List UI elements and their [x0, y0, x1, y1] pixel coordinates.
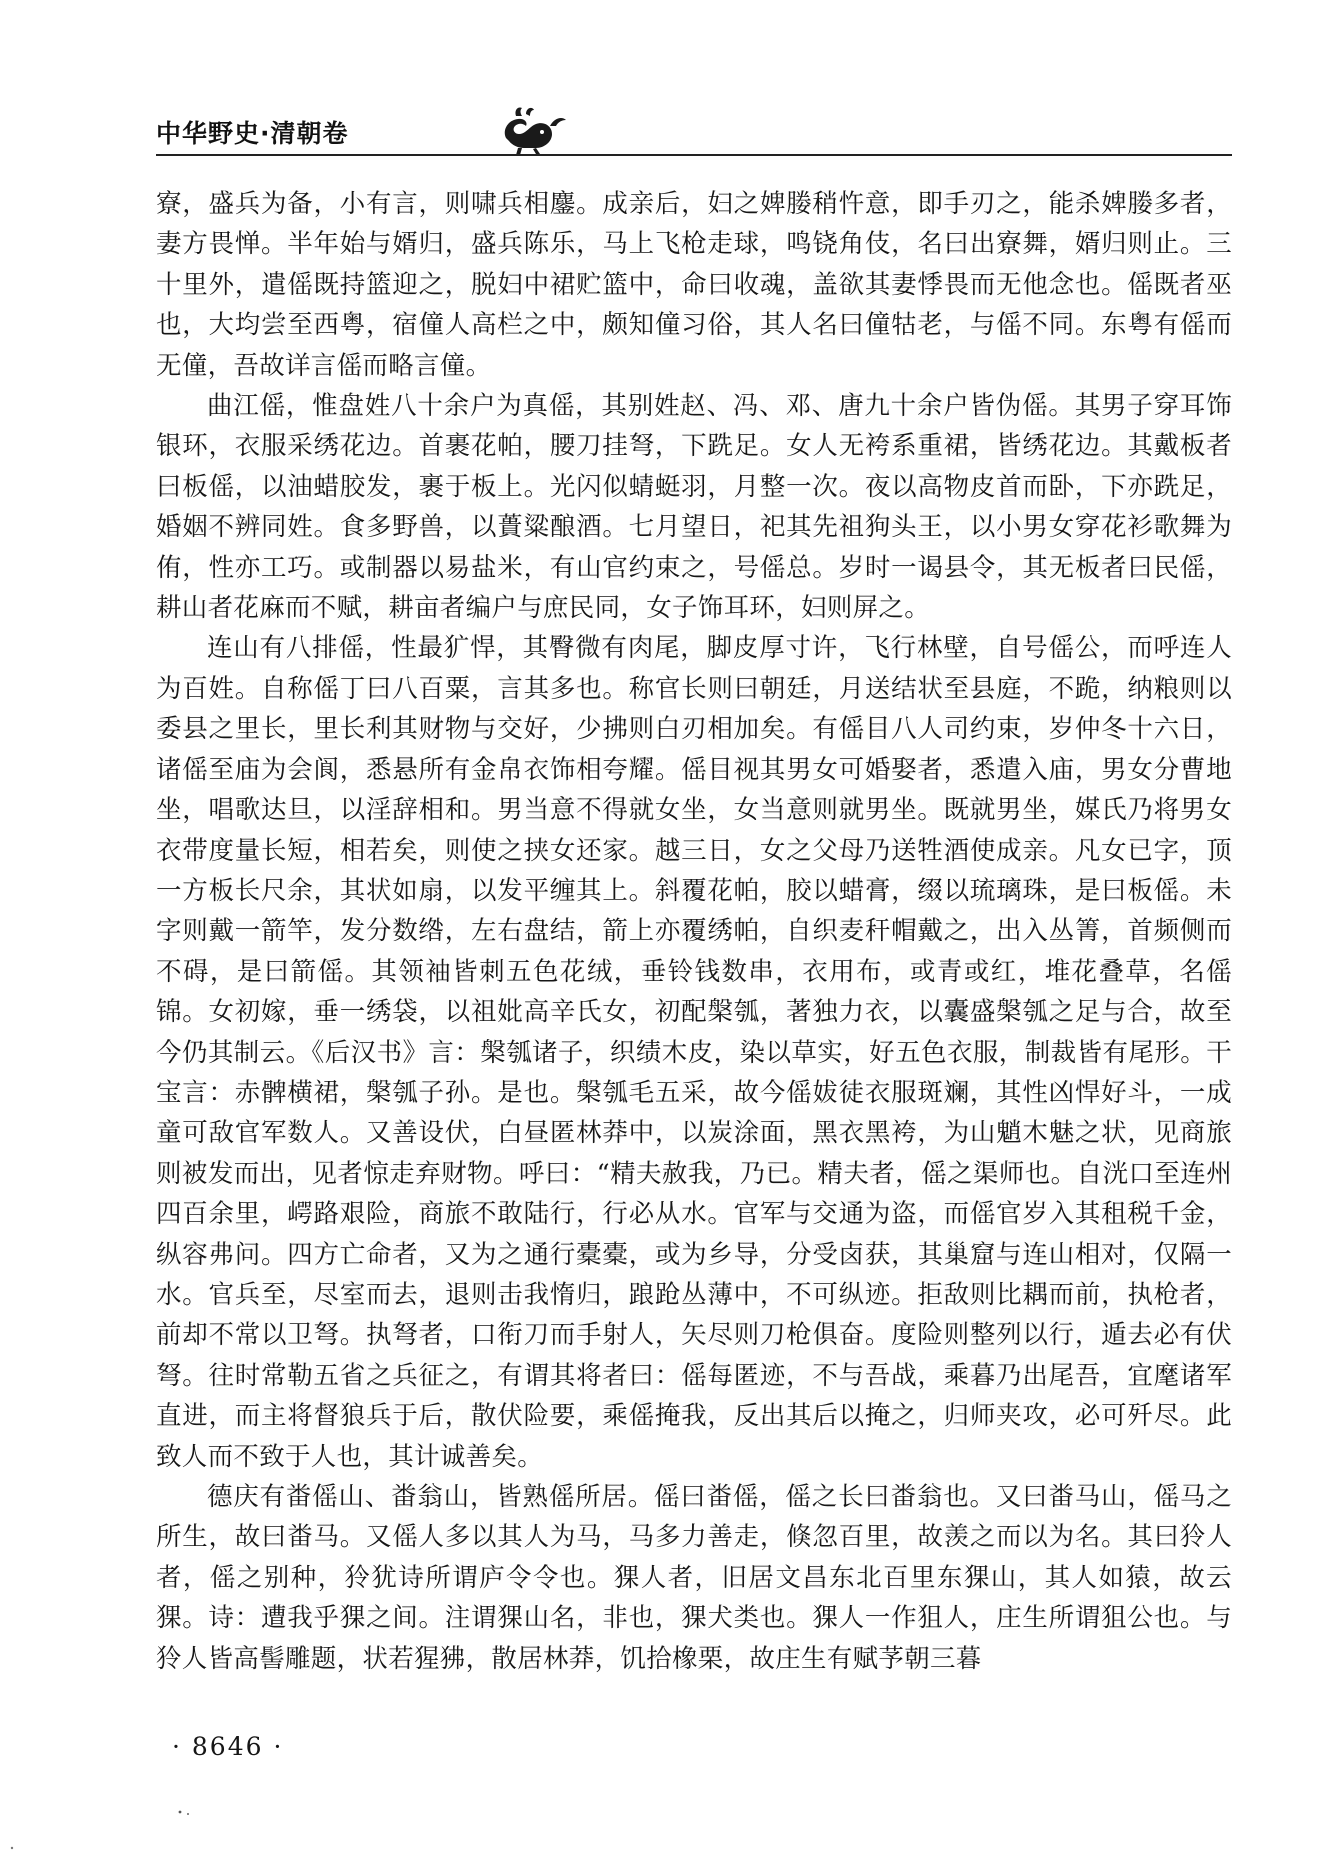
body-text [156, 184, 1232, 1679]
page-number: · 8646 · [172, 1732, 284, 1761]
paragraph-lianshan-yao: 连山有八排傜，性最犷悍，其臀微有肉尾，脚皮厚寸许，飞行林壁，自号傜公，而呼连人为百姓。自称傜丁曰八百粟，言其多也。称官长则曰朝廷，月送结状至县庭，不跪，纳粮则以委县之里长，里长利其财物与交好，少拂则白刃相加矣。有傜目八人司约束，岁仲冬十六日，诸傜至庙为会阆，悉悬所有金帛衣饰相夸耀。傜目视其男女可婚娶者，悉遣入庙，男女分曹地坐，唱歌达旦，以淫辞相和。男当意不得就女坐，女当意则就男坐。既就男坐，媒氏乃将男女衣带度量长短，相若矣，则使之挟女还家。越三日，女之父母乃送牲酒使成亲。凡女已字，顶一方板长尺余，其状如扇，以发平缠其上。斜覆花帕，胶以蜡膏，缀以琉璃珠，是曰板傜。未字则戴一箭竿，发分数绺，左右盘结，箭上亦覆绣帕，自织麦秆帽戴之，出入丛箐，首频侧而不碍，是曰箭傜。其领袖皆刺五色花绒，垂铃钱数串，衣用布，或青或红，堆花叠草，名傜锦。女初嫁，垂一绣袋，以祖妣高辛氏女，初配槃瓠，著独力衣，以囊盛槃瓠之足与合，故至今仍其制云。《后汉书》言：槃瓠诸子，织绩木皮，染以草实，好五色衣服，制裁皆有尾形。干宝言：赤髀横裙，槃瓠子孙。是也。槃瓠毛五采，故今傜妭徒衣服斑斓，其性凶悍好斗，一成童可敌官军数人。又善设伏，白昼匿林莽中，以炭涂面，黑衣黑袴，为山魈木魅之状，见商旅则被发而出，见者惊走弃财物。呼曰：“精夫赦我，乃已。精夫者，傜之渠师也。自洸口至连州四百余里，崿路艰险，商旅不敢陆行，行必从水。官军与交通为盗，而傜官岁入其租税千金，纵容弗问。四方亡命者，又为之通行橐橐，或为乡导，分受卤获，其巢窟与连山相对，仅隔一水。官兵至，尽室而去，退则击我惰归，踉跄丛薄中，不可纵迹。拒敌则比耦而前，执枪者，前却不常以卫弩。执弩者，口衔刀而手射人，矢尽则刀枪俱奋。度险则整列以行，遁去必有伏弩。往时常勒五省之兵征之，有谓其将者曰：傜每匿迹，不与吾战，乘暮乃出尾吾，宜麾诸军直进，而主将督狼兵于后，散伏险要，乘傜掩我，反出其后以掩之，归师夹攻，必可歼尽。此致人而不致于人也，其计诚善矣。 [156, 633, 1232, 1472]
running-header-title: 中华野史·清朝卷 [156, 119, 349, 148]
paragraph-continued: 寮，盛兵为备，小有言，则啸兵相鏖。成亲后，妇之婢媵稍忤意，即手刃之，能杀婢媵多者，妻方畏惮。半年始与婿归，盛兵陈乐，马上飞枪走球，鸣铙角伎，名曰出寮舞，婿归则止。三十里外，遣傜既持篮迎之，脱妇中裙贮篮中，命曰收魂，盖欲其妻悸畏而无他念也。傜既者巫也，大均尝至西粤，宿僮人高栏之中，颇知僮习俗，其人名曰僮牯老，与傜不同。东粤有傜而无僮，吾故详言傜而略言僮。 [156, 189, 1232, 381]
header-rule [156, 154, 1232, 156]
dragon-emblem-icon [496, 104, 572, 156]
running-header [156, 104, 1232, 160]
paragraph-qujiang-yao: 曲江傜，惟盘姓八十余户为真傜，其别姓赵、冯、邓、唐九十余户皆伪傜。其男子穿耳饰银环，衣服采绣花边。首裹花帕，腰刀挂弩，下跣足。女人无袴系重裙，皆绣花边。其戴板者曰板傜，以油蜡胶发，裹于板上。光闪似蜻蜓羽，月整一次。夜以高物皮首而卧，下亦跣足，婚姻不辨同姓。食多野兽，以蕢粱酿酒。七月望日，祀其先祖狗头王，以小男女穿花衫歌舞为侑，性亦工巧。或制器以易盐米，有山官约束之，号傜总。岁时一谒县令，其无板者曰民傜，耕山者花麻而不赋，耕亩者编户与庶民同，女子饰耳环，妇则屏之。 [156, 391, 1232, 624]
paragraph-deqing-yao: 德庆有畨傜山、畨翁山，皆熟傜所居。傜曰畨傜，傜之长曰畨翁也。又曰畨马山，傜马之所生，故曰畨马。又傜人多以其人为马，马多力善走，倏忽百里，故羡之而以为名。其曰狑人者，傜之别种，狑犹诗所谓庐令令也。猓人者，旧居文昌东北百里东猓山，其人如猿，故云猓。诗：遭我乎猓之间。注谓猓山名，非也，猓犬类也。猓人一作狙人，庄生所谓狙公也。与狑人皆高髻雕题，状若猩狒，散居林莽，饥拾橡栗，故庄生有赋芧朝三暮 [156, 1482, 1232, 1674]
